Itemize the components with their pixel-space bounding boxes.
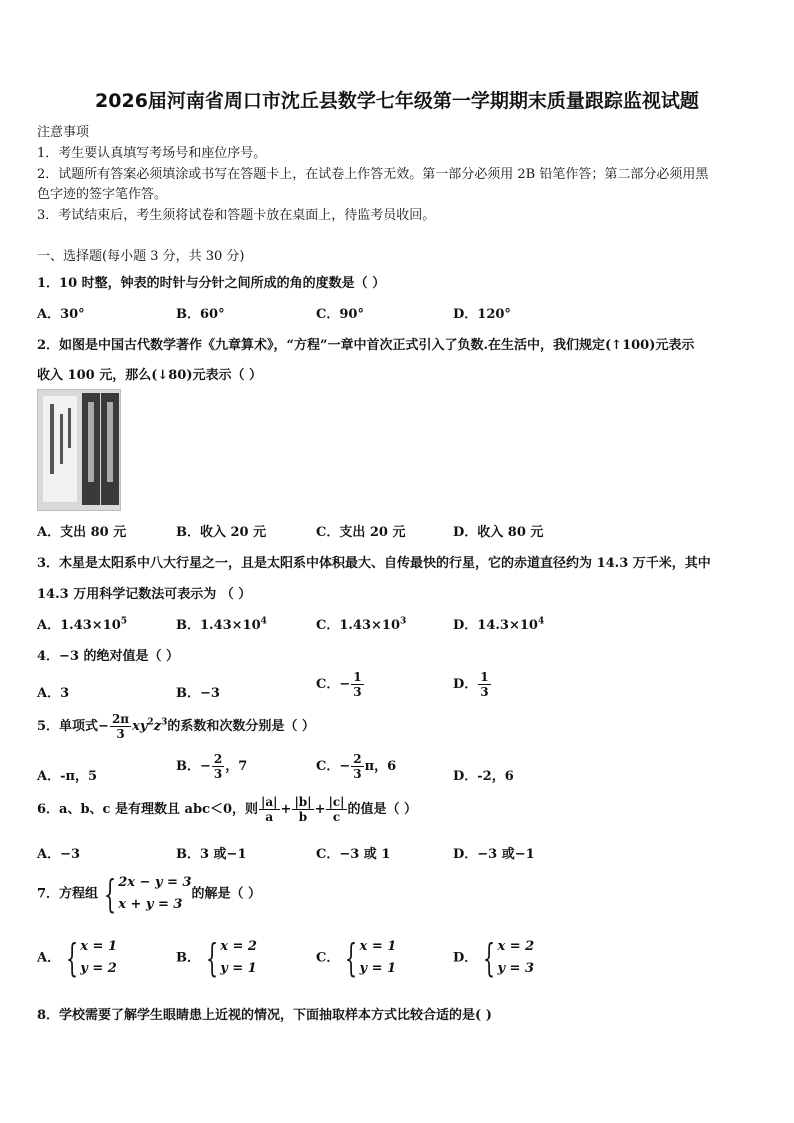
q1-option-b: B．60°: [176, 307, 225, 322]
q4-option-c: C．− $\frac{1}{3}$: [316, 670, 362, 699]
q5-option-a: A．-π，5: [37, 769, 98, 784]
q6-stem: 6．a、b、c 是有理数且 abc＜0，则 $\frac{|a|}{a}$ + $\frac{|b|}{b}$ + $\frac{|c|}{c}$ 的值是（ ）: [37, 795, 418, 824]
notice-item-2: 2．试题所有答案必须填涂或书写在答题卡上，在试卷上作答无效。第一部分必须用 2B 铅笔作答；第二部分必须用黑: [37, 167, 709, 182]
q4-option-d: D． $\frac{1}{3}$: [453, 670, 489, 699]
q6-option-c: C．−3 或 1: [316, 847, 391, 862]
q4-stem: 4．−3 的绝对值是（ ）: [37, 649, 180, 664]
q6-option-d: D．−3 或−1: [453, 847, 535, 862]
q3-stem-line1: 3．木星是太阳系中八大行星之一，且是太阳系中体积最大、自传最快的行星，它的赤道直径约为 14.3 万千米，其中: [37, 556, 711, 571]
q7-option-c: C． { x = 1 y = 1: [316, 936, 397, 980]
q6-option-a: A．−3: [37, 847, 81, 862]
section-heading: 一、选择题(每小题 3 分，共 30 分): [37, 249, 245, 264]
q2-option-b: B．收入 20 元: [176, 525, 267, 540]
notice-item-3: 3．考试结束后，考生须将试卷和答题卡放在桌面上，待监考员收回。: [37, 208, 436, 223]
q2-option-c: C．支出 20 元: [316, 525, 406, 540]
q1-option-c: C．90°: [316, 307, 364, 322]
q2-stem-line2: 收入 100 元，那么(↓80)元表示（ ）: [37, 368, 262, 383]
q5-stem: 5．单项式− $\frac{2\pi}{3}$ $xy^2z^3$的系数和次数分别是（ ）: [37, 712, 315, 741]
notice-item-2-cont: 色字迹的签字笔作答。: [37, 187, 168, 202]
notice-item-1: 1．考生要认真填写考场号和座位序号。: [37, 146, 267, 161]
q7-option-b: B． { x = 2 y = 1: [176, 936, 257, 980]
q1-option-d: D．120°: [453, 307, 511, 322]
q1-stem: 1．10 时整，钟表的时针与分针之间所成的角的度数是（ ）: [37, 276, 386, 291]
q3-option-b: B．$1.43\times 10^4$: [176, 616, 267, 633]
q3-option-c: C．$1.43\times 10^3$: [316, 616, 407, 633]
q5-option-b: B．− $\frac{2}{3}$ ，7: [176, 752, 248, 781]
notice-heading: 注意事项: [37, 125, 90, 140]
q3-stem-line2: 14.3 万用科学记数法可表示为 （ ）: [37, 587, 252, 602]
q2-option-a: A．支出 80 元: [37, 525, 127, 540]
page-title: 2026届河南省周口市沈丘县数学七年级第一学期期末质量跟踪监视试题: [95, 90, 699, 112]
q6-option-b: B．3 或−1: [176, 847, 247, 862]
q7-option-a: A． { x = 1 y = 2: [37, 936, 118, 980]
q2-option-d: D．收入 80 元: [453, 525, 544, 540]
q5-option-c: C．− $\frac{2}{3}$ π，6: [316, 752, 397, 781]
book-photo-icon: [37, 389, 121, 511]
q7-stem: 7．方程组 { 2x − y = 3 x + y = 3 的解是（ ）: [37, 872, 262, 916]
q1-option-a: A．30°: [37, 307, 85, 322]
q2-stem-line1: 2．如图是中国古代数学著作《九章算术》，“方程”一章中首次正式引入了负数.在生活中，我们规定(↑100)元表示: [37, 338, 695, 353]
q4-option-b: B．−3: [176, 686, 220, 701]
q3-option-a: A．$1.43\times 10^5$: [37, 616, 128, 633]
q5-option-d: D．-2，6: [453, 769, 514, 784]
q4-option-a: A．3: [37, 686, 70, 701]
q7-option-d: D． { x = 2 y = 3: [453, 936, 535, 980]
q3-option-d: D．$14.3\times 10^4$: [453, 616, 545, 633]
q8-stem: 8．学校需要了解学生眼睛患上近视的情况，下面抽取样本方式比较合适的是( ): [37, 1008, 492, 1023]
